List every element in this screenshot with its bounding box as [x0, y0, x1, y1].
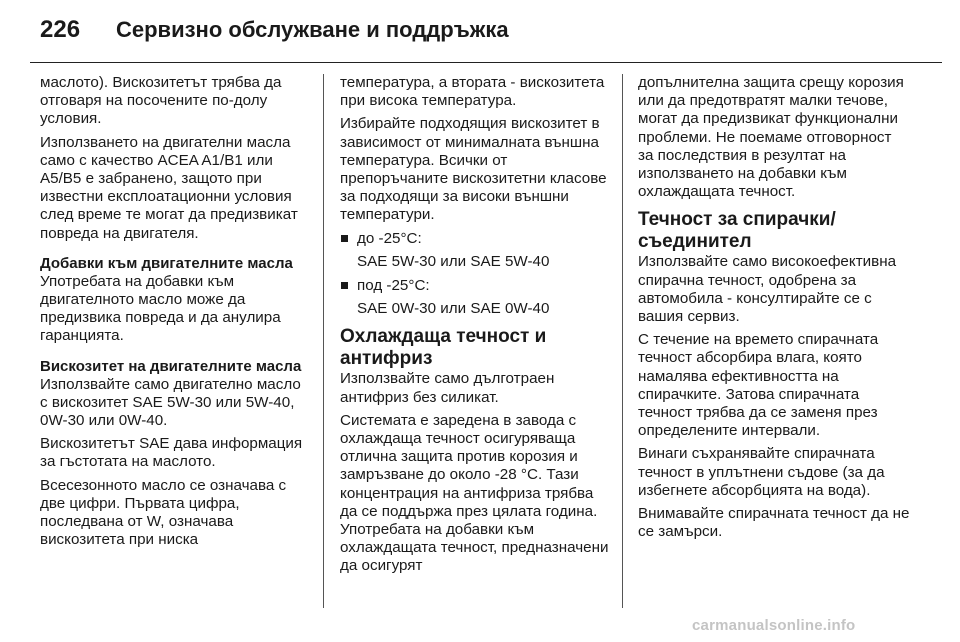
column-divider-1 — [323, 74, 324, 608]
watermark: carmanualsonline.info — [692, 617, 856, 634]
paragraph: С течение на времето спирачната течност абсорбира влага, която намалява ефективността на спирачките. Затова спирачната течност трябва да се заменя през определените интервали. — [638, 331, 879, 440]
page-header — [40, 16, 509, 56]
header-rule — [30, 62, 942, 63]
section-heading-viscosity: Вискозитет на двигателните масла — [40, 357, 302, 375]
section-heading-brake-fluid: Течност за спирачки/ съединител — [638, 209, 836, 253]
page-number: 226 — [40, 16, 81, 43]
paragraph: Всесезонното масло се означава с две цифри. Първата цифра, последвана от W, означава вискозитета при ниска — [40, 476, 287, 549]
list-item — [340, 277, 612, 318]
paragraph: допълнителна защита срещу корозия или да предотвратят малки течове, могат да предизвикат функционални проблеми. Не поемаме отговорност за последствия в резултат на използването на добавки към охлаждащата течност. — [638, 74, 904, 201]
paragraph: Внимавайте спирачната течност да не се замърси. — [638, 505, 910, 541]
bullet-label: до -25°C: — [340, 230, 612, 248]
bullet-value: SAE 0W-30 или SAE 0W-40 — [357, 300, 550, 318]
paragraph: Вискозитетът SAE дава информация за гъстотата на маслото. — [40, 435, 303, 471]
paragraph: Избирайте подходящия вискозитет в зависимост от минималната външна температура. Всички от препоръчаните вискозитетни класове за подходящи за високи външни температури. — [340, 115, 607, 224]
paragraph: Винаги съхранявайте спирачната течност в уплътнени съдове (за да избегнете абсорбцията на вода). — [638, 445, 885, 499]
column-divider-2 — [622, 74, 623, 608]
paragraph: Употребата на добавки към двигателното масло може да предизвика повреда и да анулира гаранцията. — [40, 272, 281, 345]
bullet-label: под -25°C: — [340, 277, 612, 295]
section-heading-additives: Добавки към двигателните масла — [40, 254, 293, 272]
section-heading-coolant: Охлаждаща течност и антифриз — [340, 326, 547, 370]
paragraph: Използвайте само високоефективна спирачна течност, одобрена за автомобила - консултирайте се с вашия сервиз. — [638, 253, 897, 326]
paragraph: Използването на двигателни масла само с качество ACEA A1/B1 или A5/B5 е забранено, защото при известни експлоатационни условия след време те могат да предизвикат повреда на двигателя. — [40, 133, 298, 242]
paragraph: Използвайте само двигателно масло с вискозитет SAE 5W-30 или 5W-40, 0W-30 или 0W-40. — [40, 375, 301, 430]
viscosity-list — [340, 230, 612, 319]
list-item — [340, 230, 612, 271]
column-3 — [638, 74, 910, 546]
paragraph: Използвайте само дълготраен антифриз без силикат. — [340, 370, 555, 406]
page-title: Сервизно обслужване и поддръжка — [116, 17, 509, 42]
column-1 — [40, 74, 312, 554]
paragraph: Системата е заредена в завода с охлаждаща течност осигуряваща отлична защита против корозия и замръзване до около -28 °C. Тази концентрация на антифриза трябва да се поддържа през цялата година. Употребата на добавки към охлаждащата течност, предназначени да осигурят — [340, 411, 609, 575]
column-2 — [340, 74, 612, 581]
paragraph: температура, а втората - вискозитета при висока температура. — [340, 74, 605, 110]
paragraph: маслото). Вискозитетът трябва да отговаря на посочените по-долу условия. — [40, 74, 282, 128]
bullet-value: SAE 5W-30 или SAE 5W-40 — [357, 252, 550, 270]
